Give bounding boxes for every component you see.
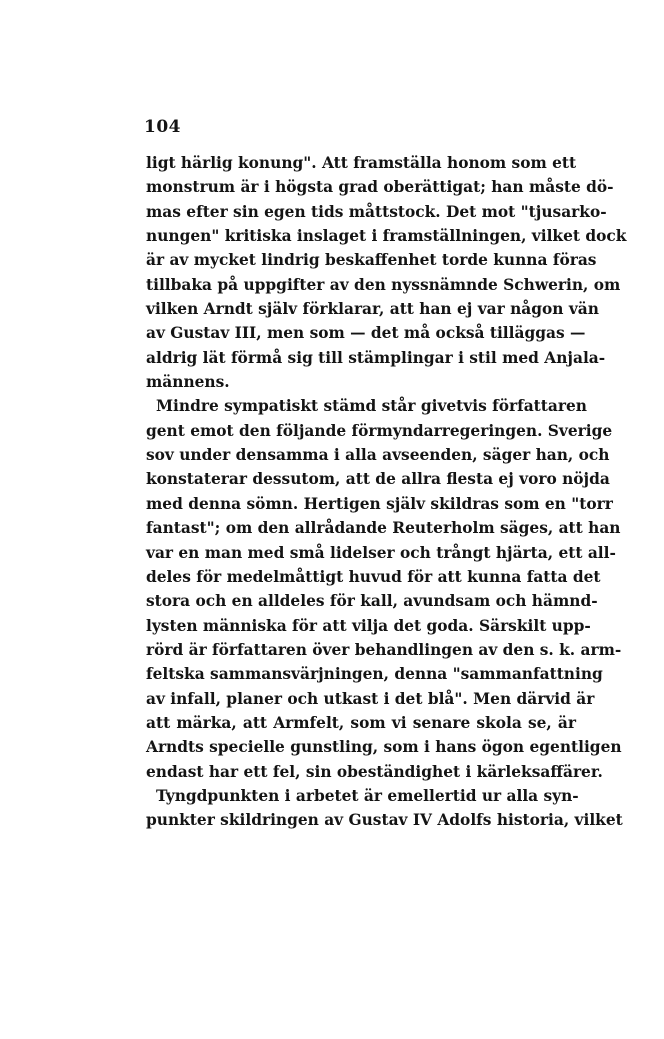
text-line: rörd är författaren över behandlingen av den s. k. arm- — [146, 640, 622, 659]
text-line: tillbaka på uppgifter av den nyssnämnde Schwerin, om — [146, 275, 621, 294]
text-line: männens. — [146, 373, 230, 392]
text-line: punkter skildringen av Gustav IV Adolfs historia, vilket — [146, 811, 623, 830]
text-line: Arndts specielle gunstling, som i hans ögon egentligen — [146, 738, 622, 757]
text-line: är av mycket lindrig beskaffenhet torde kunna föras — [146, 251, 597, 270]
text-line: av infall, planer och utkast i det blå". Men därvid är — [146, 689, 595, 708]
page-number: 104 — [144, 117, 181, 137]
text-line: vilken Arndt själv förklarar, att han ej var någon vän — [146, 300, 599, 319]
paragraph-1 — [146, 151, 627, 394]
text-line: aldrig lät förmå sig till stämplingar i stil med Anjala- — [146, 348, 606, 367]
text-line: stora och en alldeles för kall, avundsam och hämnd- — [146, 592, 598, 611]
text-line: deles för medelmåttigt huvud för att kunna fatta det — [146, 567, 601, 586]
text-line: mas efter sin egen tids måttstock. Det mot "tjusarko- — [146, 202, 607, 221]
text-line: med denna sömn. Hertigen själv skildras som en "torr — [146, 494, 613, 513]
text-line: fantast"; om den allrådande Reuterholm säges, att han — [146, 519, 621, 538]
text-line: Mindre sympatiskt stämd står givetvis författaren — [156, 397, 587, 416]
text-line: feltska sammansvärjningen, denna "sammanfattning — [146, 665, 603, 684]
text-line: var en man med små lidelser och trångt hjärta, ett all- — [146, 543, 616, 562]
text-line: Tyngdpunkten i arbetet är emellertid ur alla syn- — [156, 786, 579, 805]
text-line: konstaterar dessutom, att de allra flesta ej voro nöjda — [146, 470, 610, 489]
body-text — [146, 151, 627, 833]
text-line: ligt härlig konung". Att framställa honom som ett — [146, 154, 577, 172]
text-line: nungen" kritiska inslaget i framställningen, vilket dock — [146, 227, 627, 246]
paragraph-2 — [146, 394, 622, 784]
text-line: gent emot den följande förmyndarregeringen. Sverige — [146, 421, 613, 440]
text-line: sov under densamma i alla avseenden, säger han, och — [146, 446, 610, 465]
text-line: av Gustav III, men som — det må också tilläggas — — [146, 324, 586, 343]
text-line: att märka, att Armfelt, som vi senare skola se, är — [146, 713, 576, 732]
text-line: lysten människa för att vilja det goda. Särskilt upp- — [146, 616, 591, 635]
paragraph-3 — [146, 784, 623, 833]
text-line: monstrum är i högsta grad oberättigat; han måste dö- — [146, 178, 614, 197]
text-line: endast har ett fel, sin obeständighet i kärleksaffärer. — [146, 762, 603, 781]
